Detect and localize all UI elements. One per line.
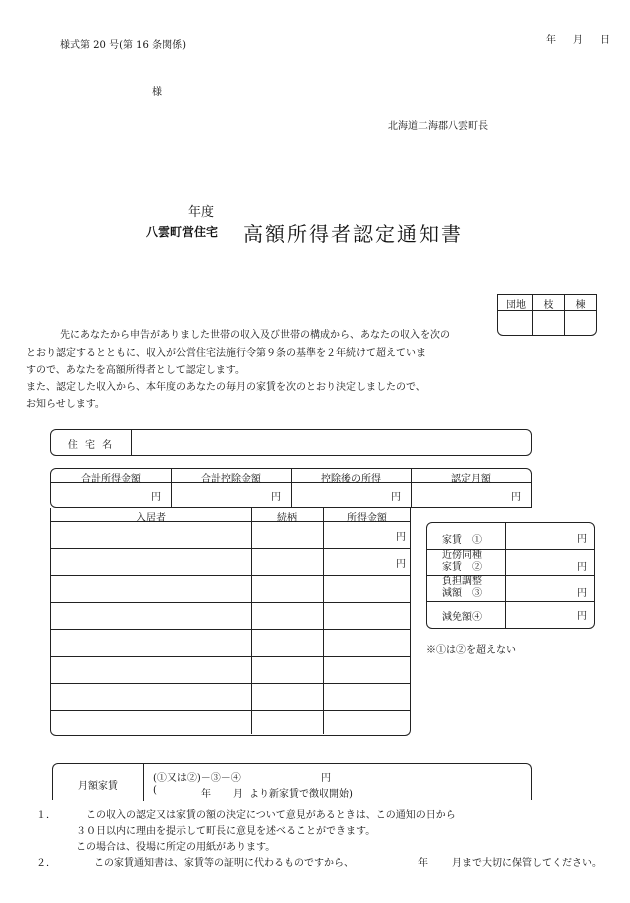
note-2-text-2: 月まで大切に保管してください。 bbox=[452, 858, 602, 869]
unit-header-branch: 枝 bbox=[543, 300, 554, 311]
yen-unit: 円 bbox=[577, 562, 587, 573]
rent-label-nearby: 近傍同種 家賃 ② bbox=[442, 550, 482, 573]
body-text-line-5: お知らせします。 bbox=[26, 399, 105, 410]
rent-label-exemption: 減免額④ bbox=[442, 612, 482, 623]
page-title: 高額所得者認定通知書 bbox=[243, 222, 463, 246]
rent-table bbox=[426, 522, 595, 629]
yen-unit: 円 bbox=[577, 588, 587, 599]
yen-unit: 円 bbox=[396, 532, 406, 543]
yen-unit: 円 bbox=[511, 492, 521, 503]
monthly-rent-label: 月額家賃 bbox=[78, 781, 118, 792]
rent-label-base: 家賃 ① bbox=[442, 535, 482, 546]
note-2-text-1: この家賃通知書は、家賃等の証明に代わるものですから、 bbox=[94, 858, 354, 869]
issuer-name: 北海道二海郡八雲町長 bbox=[388, 121, 488, 132]
header-total-deduction: 合計控除金額 bbox=[201, 474, 261, 485]
income-summary-table bbox=[50, 468, 532, 508]
addressee-suffix: 様 bbox=[152, 87, 162, 98]
note-1-line-3: この場合は、役場に所定の用紙があります。 bbox=[76, 842, 276, 853]
yen-unit: 円 bbox=[391, 492, 401, 503]
monthly-rent-box bbox=[52, 763, 532, 800]
form-number: 様式第 20 号(第 16 条関係) bbox=[60, 40, 186, 51]
header-total-income: 合計所得金額 bbox=[81, 474, 141, 485]
residence-name-label: 住 宅 名 bbox=[67, 440, 115, 451]
note-2-number: ２． bbox=[36, 858, 56, 869]
monthly-rent-formula: (①又は②)－③－④ bbox=[153, 773, 241, 784]
yen-unit: 円 bbox=[577, 534, 587, 545]
housing-name: 八雲町営住宅 bbox=[146, 225, 219, 239]
header-certified-monthly: 認定月額 bbox=[451, 474, 491, 485]
unit-header-building: 棟 bbox=[575, 300, 586, 311]
body-text-line-4: また、認定した収入から、本年度のあなたの毎月の家賃を次のとおり決定しましたので、 bbox=[26, 382, 426, 393]
note-2-year: 年 bbox=[418, 858, 428, 869]
note-1-line-2: ３０日以内に理由を提示して町長に意見を述べることができます。 bbox=[76, 826, 376, 837]
yen-unit: 円 bbox=[321, 773, 331, 784]
note-1-line-1: この収入の認定又は家賃の額の決定について意見があるときは、この通知の日から bbox=[86, 810, 456, 821]
body-text-line-2: とおり認定するとともに、収入が公営住宅法施行令第９条の基準を２年続けて超えていま bbox=[26, 348, 426, 359]
unit-header-estate: 団地 bbox=[506, 300, 526, 311]
start-year-label: 年 bbox=[201, 789, 211, 800]
start-text: より新家賃で徴収開始) bbox=[249, 789, 353, 800]
date-year-label: 年 bbox=[546, 35, 556, 46]
header-resident: 入居者 bbox=[136, 513, 166, 524]
body-text-line-1: 先にあなたから申告がありました世帯の収入及び世帯の構成から、あなたの収入を次の bbox=[60, 330, 450, 341]
residence-name-box bbox=[50, 429, 532, 456]
body-text-line-3: すので、あなたを高額所得者として認定します。 bbox=[26, 365, 245, 376]
yen-unit: 円 bbox=[396, 559, 406, 570]
start-month-label: 月 bbox=[233, 789, 243, 800]
resident-table bbox=[50, 508, 411, 736]
date-month-label: 月 bbox=[573, 35, 583, 46]
header-relationship: 続柄 bbox=[277, 513, 297, 524]
fiscal-year-label: 年度 bbox=[188, 205, 215, 220]
unit-number-box bbox=[497, 294, 597, 336]
residence-name-field[interactable] bbox=[133, 430, 529, 455]
header-income-after-deduction: 控除後の所得 bbox=[321, 474, 381, 485]
note-1-number: １． bbox=[36, 810, 56, 821]
yen-unit: 円 bbox=[151, 492, 161, 503]
header-income-amount: 所得金額 bbox=[347, 513, 387, 524]
date-day-label: 日 bbox=[600, 35, 610, 46]
yen-unit: 円 bbox=[577, 611, 587, 622]
start-open-paren: ( bbox=[153, 785, 157, 796]
rent-note: ※①は②を超えない bbox=[426, 645, 516, 656]
rent-label-adjustment: 負担調整 減額 ③ bbox=[442, 576, 482, 599]
yen-unit: 円 bbox=[271, 492, 281, 503]
